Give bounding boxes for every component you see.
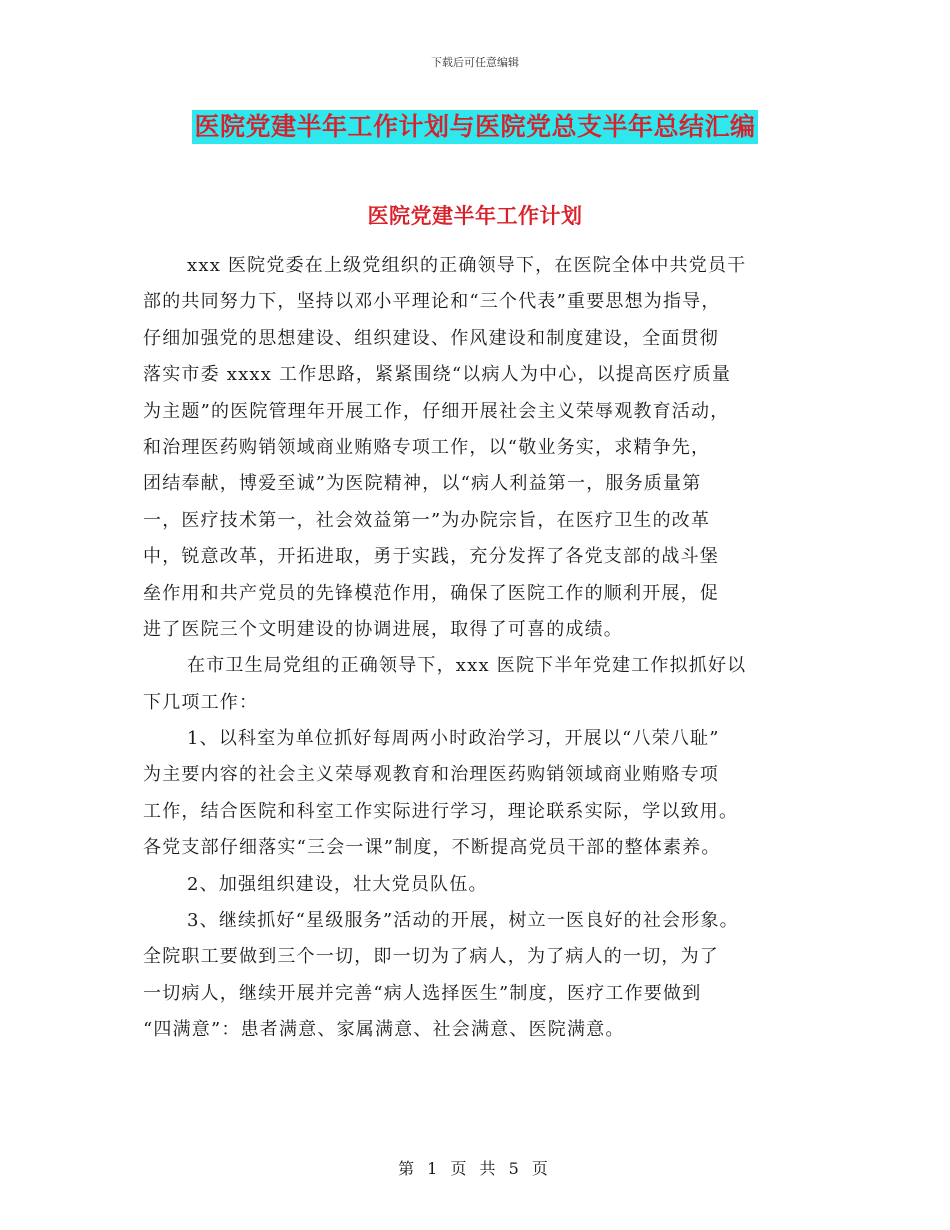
paragraph-line: 为主题”的医院管理年开展工作，仔细开展社会主义荣辱观教育活动， [143, 400, 730, 422]
paragraph-line: 进了医院三个文明建设的协调进展，取得了可喜的成绩。 [143, 618, 623, 640]
paragraph-line: 下几项工作： [143, 691, 259, 713]
paragraph-line: 1、以科室为单位抓好每周两小时政治学习，开展以“八荣八耻” [187, 728, 720, 750]
paragraph-line: 和治理医药购销领域商业贿赂专项工作，以“敬业务实，求精争先， [143, 436, 711, 458]
paragraph-line: “四满意”：患者满意、家属满意、社会满意、医院满意。 [143, 1019, 625, 1041]
paragraph-line: 3、继续抓好“星级服务”活动的开展，树立一医良好的社会形象。 [187, 910, 739, 932]
paragraph-line: 全院职工要做到三个一切，即一切为了病人，为了病人的一切，为了 [143, 946, 719, 968]
paragraph-line: 仔细加强党的思想建设、组织建设、作风建设和制度建设，全面贯彻 [143, 327, 719, 349]
page-footer: 第 1 页 共 5 页 [398, 1159, 552, 1178]
main-title-wrap [0, 110, 950, 144]
paragraph-line: 2、加强组织建设，壮大党员队伍。 [187, 873, 488, 895]
paragraph-line: xxx 医院党委在上级党组织的正确领导下，在医院全体中共党员干 [187, 255, 747, 276]
paragraph-line: 落实市委 xxxx 工作思路，紧紧围绕“以病人为中心，以提高医疗质量 [143, 364, 732, 386]
paragraph-line: 一切病人，继续开展并完善“病人选择医生”制度，医疗工作要做到 [143, 982, 702, 1004]
paragraph-line: 在市卫生局党组的正确领导下，xxx 医院下半年党建工作拟抓好以 [187, 655, 747, 677]
page-header-note: 下载后可任意编辑 [431, 56, 519, 69]
paragraph-line: 部的共同努力下，坚持以邓小平理论和“三个代表”重要思想为指导， [143, 291, 721, 313]
main-title: 医院党建半年工作计划与医院党总支半年总结汇编 [192, 110, 757, 144]
paragraph-line: 中，锐意改革，开拓进取，勇于实践，充分发挥了各党支部的战斗堡 [143, 546, 719, 568]
paragraph-line: 工作，结合医院和科室工作实际进行学习，理论联系实际，学以致用。 [143, 800, 739, 822]
section-title: 医院党建半年工作计划 [367, 203, 583, 228]
body-text [143, 248, 827, 1049]
paragraph-line: 各党支部仔细落实“三会一课”制度，不断提高党员干部的整体素养。 [143, 837, 721, 859]
paragraph-line: 垒作用和共产党员的先锋模范作用，确保了医院工作的顺利开展，促 [143, 582, 719, 604]
paragraph-line: 团结奉献，博爱至诚”为医院精神，以“病人利益第一，服务质量第 [143, 473, 702, 495]
paragraph-line: 一，医疗技术第一，社会效益第一”为办院宗旨，在医疗卫生的改革 [143, 509, 711, 531]
paragraph-line: 为主要内容的社会主义荣辱观教育和治理医药购销领域商业贿赂专项 [143, 764, 719, 786]
